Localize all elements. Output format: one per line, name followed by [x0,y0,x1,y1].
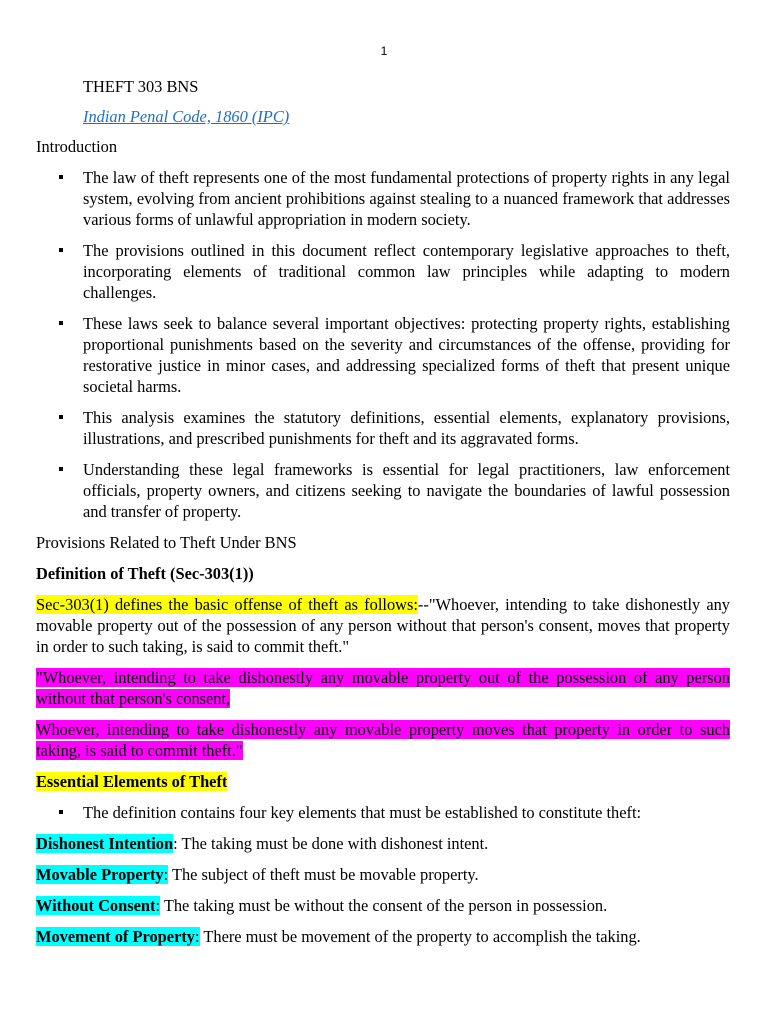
element-dishonest-intention: Dishonest Intention: The taking must be done with dishonest intent. [36,834,489,853]
list-item: The provisions outlined in this document reflect contemporary legislative approaches to theft, incorporating elements of traditional common law principles while adapting to modern challenges. [36,240,730,303]
list-item: Understanding these legal frameworks is essential for legal practitioners, law enforcement officials, property owners, and citizens seeking to navigate the boundaries of lawful possession and transfer of property. [36,459,730,522]
definition-lead: Sec-303(1) defines the basic offense of theft as follows: [36,595,418,614]
elements-heading: Essential Elements of Theft [36,772,228,791]
ipc-link[interactable]: Indian Penal Code, 1860 (IPC) [83,107,290,126]
element-without-consent: Without Consent: The taking must be without the consent of the person in possession. [36,896,608,915]
definition-paragraph [36,594,730,657]
list-item: These laws seek to balance several important objectives: protecting property rights, establishing proportional punishments based on the severity and circumstances of the offense, providing for restorative justice in minor cases, and addressing specialized forms of theft that present unique societal harms. [36,313,730,397]
intro-heading: Introduction [36,137,118,156]
definition-heading: Definition of Theft (Sec-303(1)) [36,564,254,583]
provisions-heading: Provisions Related to Theft Under BNS [36,533,297,552]
definition-quote: --"Whoever, intending to take dishonestly any movable property out of the possession of any person without that person's consent, moves that property in order to such taking, is said to commit theft." [36,595,730,656]
elements-bullet-list [36,802,730,823]
list-item: The definition contains four key elements that must be established to constitute theft: [36,802,730,823]
document-title: THEFT 303 BNS [83,77,199,96]
bullet-square-icon [59,248,63,252]
page-number: 1 [380,44,388,58]
bullet-square-icon [59,467,63,471]
intro-bullet-list [36,167,730,522]
bullet-square-icon [59,321,63,325]
bullet-square-icon [59,415,63,419]
list-item: This analysis examines the statutory definitions, essential elements, explanatory provisions, illustrations, and prescribed punishments for theft and its aggravated forms. [36,407,730,449]
bullet-square-icon [59,175,63,179]
highlight-paragraph-2: Whoever, intending to take dishonestly any movable property moves that property in order to such taking, is said to commit theft." [36,720,730,760]
list-item: The law of theft represents one of the most fundamental protections of property rights in any legal system, evolving from ancient prohibitions against stealing to a nuanced framework that addresses various forms of unlawful appropriation in modern society. [36,167,730,230]
document-body [36,76,730,957]
bullet-square-icon [59,810,63,814]
element-movement-of-property: Movement of Property: There must be movement of the property to accomplish the taking. [36,927,641,946]
highlight-paragraph-1: "Whoever, intending to take dishonestly any movable property out of the possession of any person without that person's consent, [36,668,730,708]
element-movable-property: Movable Property: The subject of theft must be movable property. [36,865,479,884]
